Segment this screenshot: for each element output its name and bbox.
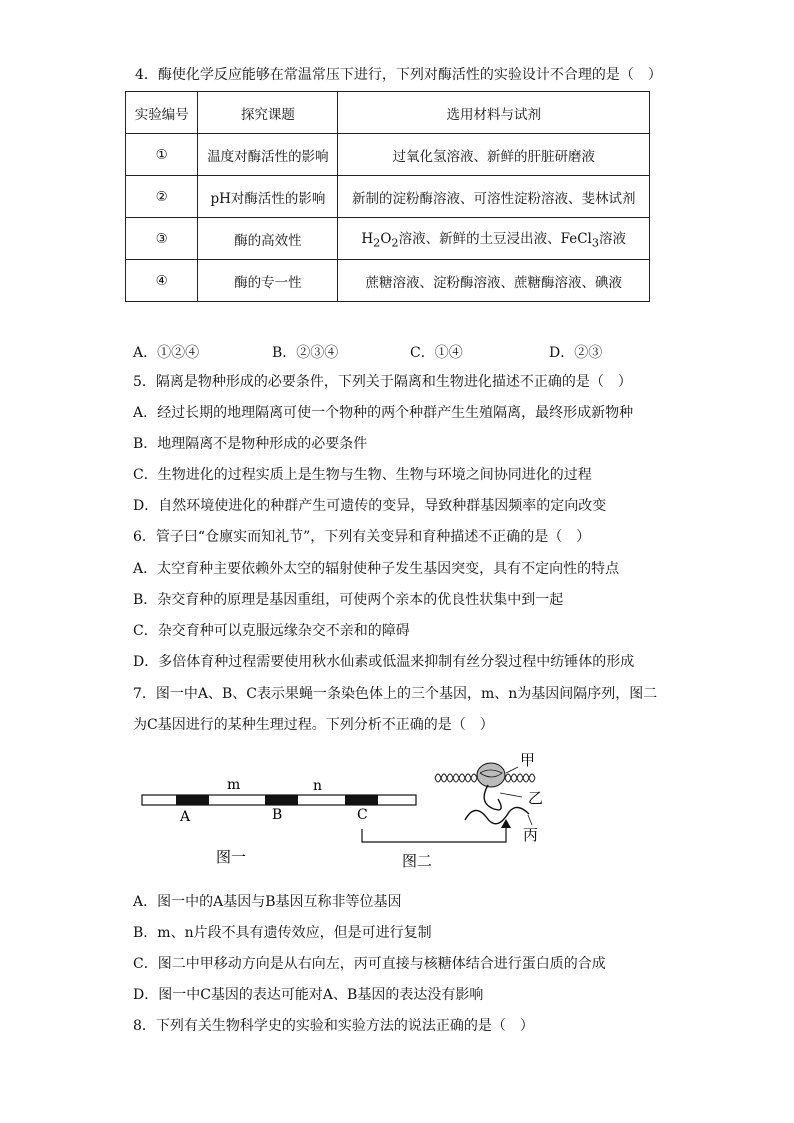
row-topic: 酶的专一性 <box>198 260 338 302</box>
q7-stem-line1: 7．图一中A、B、C表示果蝇一条染色体上的三个基因，m、n为基因间隔序列，图二 <box>133 686 658 702</box>
q5-stem: 5．隔离是物种形成的必要条件，下列关于隔离和生物进化描述不正确的是（ ） <box>133 374 632 390</box>
q4-option-b[interactable]: B．②③④ <box>272 345 339 361</box>
row-topic: 温度对酶活性的影响 <box>198 134 338 176</box>
q7-option-a[interactable]: A．图一中的A基因与B基因互称非等位基因 <box>133 894 402 910</box>
gene-a-segment <box>176 795 209 805</box>
formula-text: 溶液 <box>599 231 627 248</box>
q5-option-b[interactable]: B．地理隔离不是物种形成的必要条件 <box>133 436 368 452</box>
formula-text: O <box>380 231 392 248</box>
gene-b-segment <box>265 795 298 805</box>
table-row <box>126 134 650 176</box>
q6-option-a[interactable]: A．太空育种主要依赖外太空的辐射使种子发生基因突变，具有不定向性的特点 <box>133 561 620 577</box>
q4-option-c[interactable]: C．①④ <box>410 345 463 361</box>
header-materials: 选用材料与试剂 <box>338 92 650 134</box>
header-topic: 探究课题 <box>198 92 338 134</box>
row-topic: pH对酶活性的影响 <box>198 176 338 218</box>
q7-stem-line2: 为C基因进行的某种生理过程。下列分析不正确的是（ ） <box>133 717 494 733</box>
table-row <box>126 176 650 218</box>
chromosome-bar <box>142 795 416 805</box>
fig2-label-jia: 甲 <box>520 751 536 769</box>
q7-option-c[interactable]: C．图二中甲移动方向是从右向左，丙可直接与核糖体结合进行蛋白质的合成 <box>133 956 606 972</box>
row-id: ① <box>126 134 198 176</box>
gene-c-segment <box>345 795 378 805</box>
formula-text: H <box>361 231 374 248</box>
q4-option-a[interactable]: A．①②④ <box>133 345 200 361</box>
q6-stem: 6．管子曰“仓廪实而知礼节”，下列有关变异和育种描述不正确的是（ ） <box>133 529 591 545</box>
q5-option-d[interactable]: D．自然环境使进化的种群产生可遗传的变异，导致种群基因频率的定向改变 <box>133 498 607 514</box>
gene-label-a: A <box>180 809 191 825</box>
q6-option-d[interactable]: D．多倍体育种过程需要使用秋水仙素或低温来抑制有丝分裂过程中纺锤体的形成 <box>133 654 635 670</box>
row-materials: 过氧化氢溶液、新鲜的肝脏研磨液 <box>338 134 650 176</box>
q5-option-a[interactable]: A．经过长期的地理隔离可使一个物种的两个种群产生生殖隔离，最终形成新物种 <box>133 405 634 421</box>
row-materials: 新制的淀粉酶溶液、可溶性淀粉溶液、斐林试剂 <box>338 176 650 218</box>
q4-option-d[interactable]: D．②③ <box>549 345 603 361</box>
table-header-row <box>126 92 650 134</box>
row-id: ④ <box>126 260 198 302</box>
q4-stem: 4．酶使化学反应能够在常温常压下进行，下列对酶活性的实验设计不合理的是（ ） <box>135 67 662 83</box>
row-materials: 蔗糖溶液、淀粉酶溶液、蔗糖酶溶液、碘液 <box>338 260 650 302</box>
row-id: ② <box>126 176 198 218</box>
q4-table <box>125 91 650 302</box>
gene-label-b: B <box>272 807 283 823</box>
spacer-label-n: n <box>313 778 323 794</box>
connector-line <box>362 825 506 842</box>
q7-option-d[interactable]: D．图一中C基因的表达可能对A、B基因的表达没有影响 <box>133 987 484 1003</box>
table-row <box>126 218 650 260</box>
q7-option-b[interactable]: B．m、n片段不具有遗传效应，但是可进行复制 <box>133 925 432 941</box>
subscript: 3 <box>591 236 600 250</box>
q7-figure <box>130 745 570 880</box>
rna-polymerase-icon <box>477 763 505 787</box>
fig1-caption: 图一 <box>216 848 247 866</box>
gene-label-c: C <box>357 807 368 823</box>
row-id: ③ <box>126 218 198 260</box>
fig2-caption: 图二 <box>402 852 433 870</box>
formula-text: 溶液、新鲜的土豆浸出液、FeCl <box>398 231 592 248</box>
row-materials <box>338 218 650 260</box>
subscript: 2 <box>373 236 381 250</box>
header-id: 实验编号 <box>126 92 198 134</box>
fig2-label-yi: 乙 <box>528 789 544 807</box>
q5-option-c[interactable]: C．生物进化的过程实质上是生物与生物、生物与环境之间协同进化的过程 <box>133 467 592 483</box>
q6-option-c[interactable]: C．杂交育种可以克服远缘杂交不亲和的障碍 <box>133 623 410 639</box>
rna-strand <box>484 785 501 810</box>
fig2-label-bing: 丙 <box>523 826 539 844</box>
q8-stem: 8．下列有关生物科学史的实验和实验方法的说法正确的是（ ） <box>133 1018 534 1034</box>
row-topic: 酶的高效性 <box>198 218 338 260</box>
table-row <box>126 260 650 302</box>
q6-option-b[interactable]: B．杂交育种的原理是基因重组，可使两个亲本的优良性状集中到一起 <box>133 592 564 608</box>
subscript: 2 <box>391 236 399 250</box>
spacer-label-m: m <box>227 777 241 793</box>
